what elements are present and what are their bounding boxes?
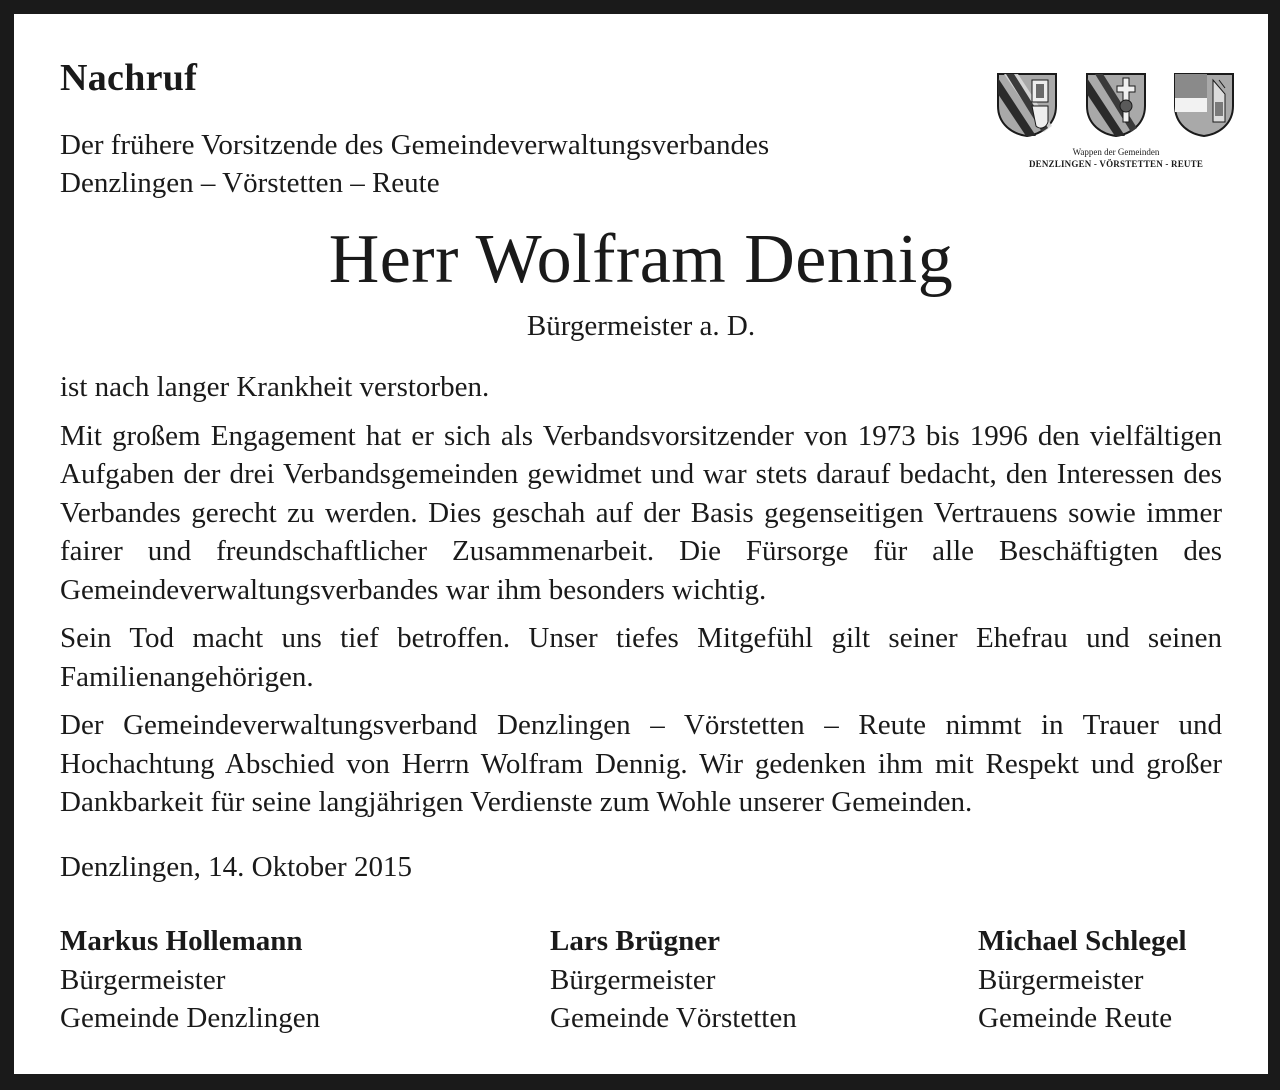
signature-denzlingen xyxy=(60,922,320,1038)
signatory-name: Michael Schlegel xyxy=(978,925,1187,957)
notice-content xyxy=(60,52,1222,886)
notice-body xyxy=(60,368,1222,822)
subtitle-line-2: Denzlingen – Vörstetten – Reute xyxy=(60,167,440,199)
subtitle-line-1: Der frühere Vorsitzende des Gemeindeverwaltungsverbandes xyxy=(60,129,770,161)
signature-voerstetten xyxy=(550,922,797,1038)
body-paragraph-1: ist nach langer Krankheit verstorben. xyxy=(60,371,490,403)
notice-heading: Nachruf xyxy=(60,57,198,99)
signatory-name: Markus Hollemann xyxy=(60,925,303,957)
body-paragraph-2: Mit großem Engagement hat er sich als Verbandsvorsitzender von 1973 bis 1996 den vielfältigen Aufgaben der drei Verbandsgemeinden gewidmet und war stets darauf bedacht, den Interessen des Verbandes gerecht zu werden. Dies geschah auf der Basis gegenseitigen Vertrauens sowie immer fairer und freundschaftlicher Zusammenarbeit. Die Fürsorge für alle Beschäftigten des Gemeindeverwaltungsverbandes war ihm besonders wichtig. xyxy=(60,419,1222,606)
signatures-block xyxy=(60,922,1222,1042)
deceased-name: Herr Wolfram Dennig xyxy=(328,221,954,298)
signatory-title: Bürgermeister xyxy=(60,963,226,996)
arms-caption-line2: DENZLINGEN - VÖRSTETTEN - REUTE xyxy=(1028,159,1204,169)
signatory-title: Bürgermeister xyxy=(978,963,1144,996)
signatory-name: Lars Brügner xyxy=(550,925,720,957)
deceased-rank: Bürgermeister a. D. xyxy=(526,310,756,342)
signatory-municipality: Gemeinde Denzlingen xyxy=(60,1002,321,1034)
signatory-municipality: Gemeinde Vörstetten xyxy=(550,1002,797,1034)
body-paragraph-4: Der Gemeindeverwaltungsverband Denzlingen – Vörstetten – Reute nimmt in Trauer und Hochachtung Abschied von Herrn Wolfram Dennig. Wir gedenken ihm mit Respekt und großer Dankbarkeit für seine langjährigen Verdienste zum Wohle unserer Gemeinden. xyxy=(60,709,1222,818)
signatory-title: Bürgermeister xyxy=(550,963,716,996)
signature-reute xyxy=(978,922,1187,1038)
place-and-date: Denzlingen, 14. Oktober 2015 xyxy=(60,850,412,883)
notice-subtitle xyxy=(60,126,920,202)
arms-caption-line1: Wappen der Gemeinden xyxy=(1072,147,1160,157)
signatory-municipality: Gemeinde Reute xyxy=(978,1002,1173,1034)
body-paragraph-3: Sein Tod macht uns tief betroffen. Unser tiefes Mitgefühl gilt seiner Ehefrau und seinen Familienangehörigen. xyxy=(60,622,1222,693)
